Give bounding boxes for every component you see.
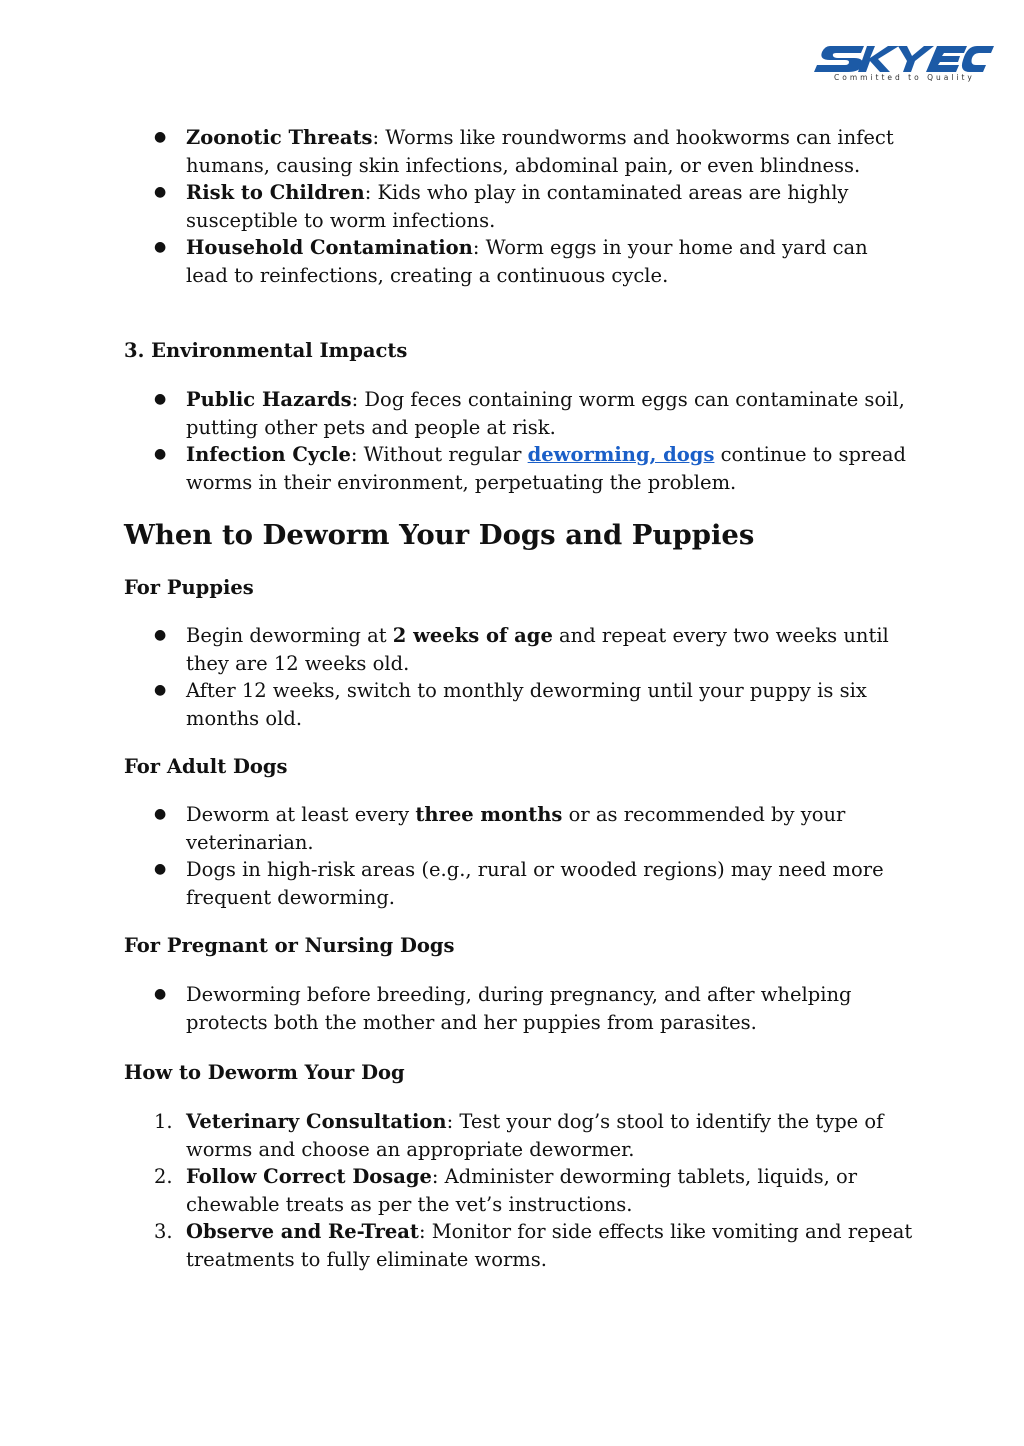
item-emphasis: three months	[415, 803, 563, 826]
section-heading: How to Deworm Your Dog	[124, 1061, 405, 1084]
item-title: Household Contamination	[186, 236, 473, 259]
list-item	[124, 386, 914, 441]
when-section	[124, 518, 914, 552]
list-item	[124, 1108, 914, 1163]
adults-list-wrap	[124, 801, 914, 911]
environmental-list-wrap	[124, 386, 914, 496]
item-text: : Without regular	[350, 443, 528, 466]
item-text: Deworming before breeding, during pregnancy, and after whelping protects both the mother and her puppies from parasites.	[186, 983, 852, 1034]
risks-list	[124, 124, 914, 289]
list-item	[124, 124, 914, 179]
list-item	[124, 981, 914, 1036]
item-text: : Monitor for side effects like vomiting and repeat treatments to fully eliminate worms.	[186, 1220, 913, 1271]
bullet-icon: ●	[154, 239, 167, 255]
item-text: : Dog feces containing worm eggs can contaminate soil, putting other pets and people at risk.	[186, 388, 905, 439]
bullet-icon: ●	[154, 627, 167, 643]
bullet-icon: ●	[154, 446, 167, 462]
section-heading: For Adult Dogs	[124, 755, 288, 778]
howto-section	[124, 1059, 914, 1087]
item-text: continue to spread worms in their environment, perpetuating the problem.	[186, 443, 907, 494]
brand-logo	[812, 44, 994, 88]
item-title: Follow Correct Dosage	[186, 1165, 432, 1188]
item-text: After 12 weeks, switch to monthly deworming until your puppy is six months old.	[186, 679, 867, 730]
list-item	[124, 801, 914, 856]
item-text: : Worms like roundworms and hookworms can infect humans, causing skin infections, abdominal pain, or even blindness.	[186, 126, 894, 177]
list-item	[124, 234, 914, 289]
list-item	[124, 856, 914, 911]
pregnant-list-wrap	[124, 981, 914, 1036]
item-text: : Administer deworming tablets, liquids, or chewable treats as per the vet’s instructions.	[186, 1165, 858, 1216]
item-title: Observe and Re-Treat	[186, 1220, 419, 1243]
bullet-icon: ●	[154, 391, 167, 407]
list-item	[124, 622, 914, 677]
environmental-list	[124, 386, 914, 496]
adults-section	[124, 753, 914, 781]
list-item	[124, 1163, 914, 1218]
section-heading: For Puppies	[124, 576, 254, 599]
howto-steps	[124, 1108, 914, 1273]
risks-section	[124, 124, 914, 289]
item-title: Veterinary Consultation	[186, 1110, 447, 1133]
item-text: : Test your dog’s stool to identify the type of worms and choose an appropriate dewormer.	[186, 1110, 884, 1161]
howto-list-wrap	[124, 1108, 914, 1273]
step-number: 3.	[154, 1220, 173, 1243]
list-item	[124, 677, 914, 732]
page-title: When to Deworm Your Dogs and Puppies	[124, 519, 755, 551]
item-title: Public Hazards	[186, 388, 352, 411]
bullet-icon: ●	[154, 806, 167, 822]
deworming-dogs-link[interactable]: deworming, dogs	[527, 443, 715, 466]
pregnant-list	[124, 981, 914, 1036]
puppies-section	[124, 574, 914, 602]
item-title: Infection Cycle	[186, 443, 351, 466]
section-heading: 3. Environmental Impacts	[124, 339, 408, 362]
puppies-list	[124, 622, 914, 732]
bullet-icon: ●	[154, 682, 167, 698]
item-text: and repeat every two weeks until they are 12 weeks old.	[186, 624, 889, 675]
list-item	[124, 179, 914, 234]
item-text: Dogs in high-risk areas (e.g., rural or wooded regions) may need more frequent deworming.	[186, 858, 884, 909]
step-number: 1.	[154, 1110, 173, 1133]
environmental-section	[124, 337, 914, 365]
bullet-icon: ●	[154, 184, 167, 200]
bullet-icon: ●	[154, 986, 167, 1002]
adults-list	[124, 801, 914, 911]
item-title: Risk to Children	[186, 181, 365, 204]
logo-tagline: Committed to Quality	[834, 73, 975, 82]
item-text: Deworm at least every	[186, 803, 416, 826]
step-number: 2.	[154, 1165, 173, 1188]
item-text: : Kids who play in contaminated areas are highly susceptible to worm infections.	[186, 181, 849, 232]
item-text: Begin deworming at	[186, 624, 393, 647]
item-text: : Worm eggs in your home and yard can lead to reinfections, creating a continuous cycle.	[186, 236, 868, 287]
item-emphasis: 2 weeks of age	[392, 624, 553, 647]
bullet-icon: ●	[154, 861, 167, 877]
item-title: Zoonotic Threats	[186, 126, 373, 149]
bullet-icon: ●	[154, 129, 167, 145]
item-text: or as recommended by your veterinarian.	[186, 803, 846, 854]
puppies-list-wrap	[124, 622, 914, 732]
list-item	[124, 1218, 914, 1273]
section-heading: For Pregnant or Nursing Dogs	[124, 934, 455, 957]
pregnant-section	[124, 932, 914, 960]
list-item	[124, 441, 914, 496]
